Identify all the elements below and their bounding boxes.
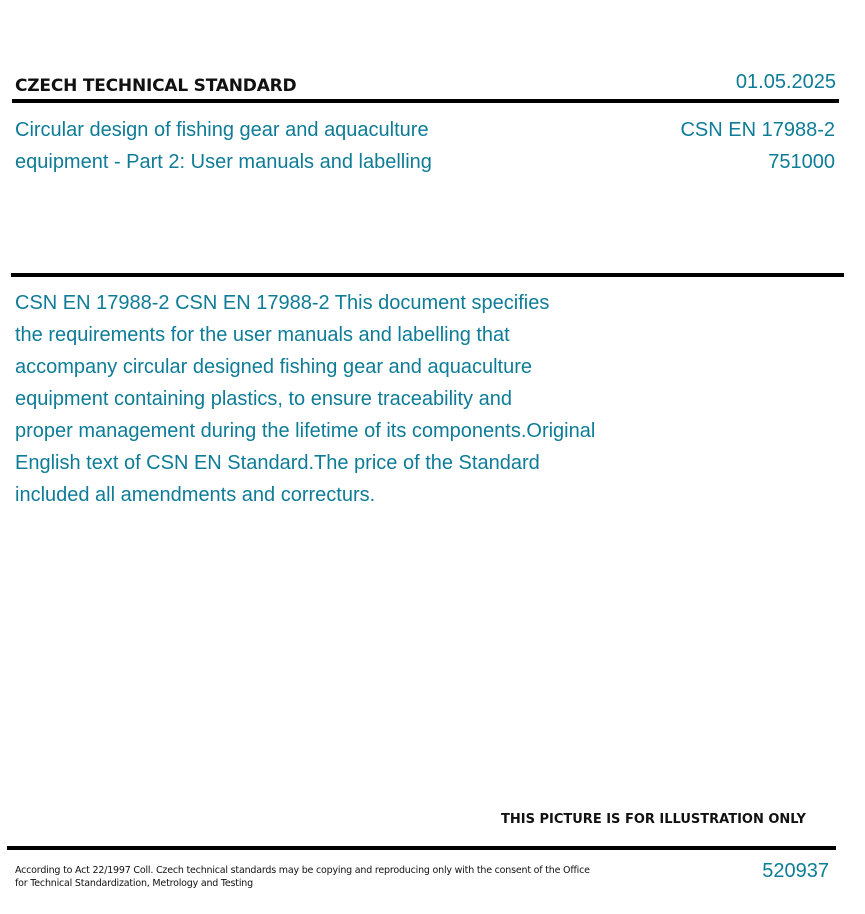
- abstract-text: [15, 287, 655, 511]
- standard-category-heading: CZECH TECHNICAL STANDARD: [15, 76, 297, 96]
- abstract-line: English text of CSN EN Standard.The price of the Standard: [15, 452, 540, 474]
- legal-notice: [15, 864, 590, 890]
- document-codes: [680, 114, 835, 178]
- publication-date: 01.05.2025: [735, 71, 836, 93]
- footer-divider: [7, 846, 836, 850]
- abstract-line: equipment containing plastics, to ensure traceability and: [15, 388, 512, 410]
- legal-notice-line: According to Act 22/1997 Coll. Czech technical standards may be copying and reproducing only with the consent of the Office: [15, 865, 590, 876]
- header-divider: [12, 99, 839, 103]
- document-title-line: equipment - Part 2: User manuals and labelling: [15, 151, 432, 173]
- abstract-line: the requirements for the user manuals and labelling that: [15, 324, 510, 346]
- standard-code: CSN EN 17988-2: [680, 119, 835, 141]
- abstract-line: accompany circular designed fishing gear and aquaculture: [15, 356, 532, 378]
- abstract-line: included all amendments and correcturs.: [15, 484, 376, 506]
- abstract-line: CSN EN 17988-2 CSN EN 17988-2 This document specifies: [15, 292, 550, 314]
- catalog-number: 520937: [762, 860, 829, 882]
- illustration-disclaimer: THIS PICTURE IS FOR ILLUSTRATION ONLY: [501, 812, 806, 827]
- legal-notice-line: for Technical Standardization, Metrology and Testing: [15, 878, 253, 889]
- classification-code: 751000: [768, 151, 835, 173]
- document-title: [15, 114, 535, 178]
- abstract-line: proper management during the lifetime of its components.Original: [15, 420, 596, 442]
- title-divider: [11, 273, 844, 277]
- document-title-line: Circular design of fishing gear and aquaculture: [15, 119, 429, 141]
